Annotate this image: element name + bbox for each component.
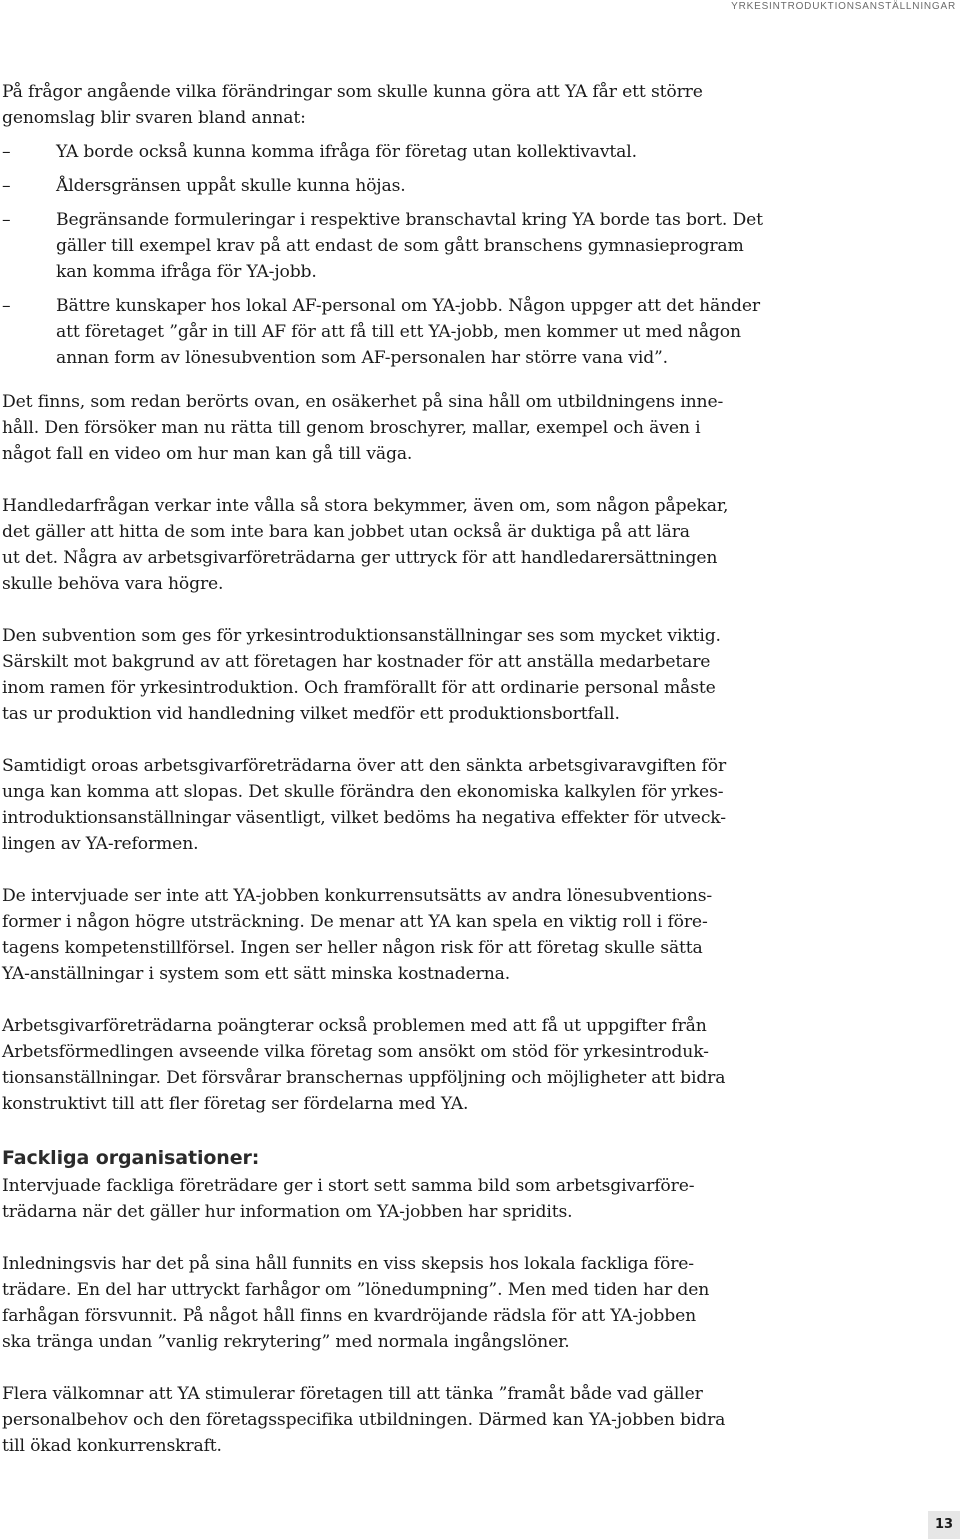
text-line: personalbehov och den företagsspecifika utbildningen. Därmed kan YA-jobben bidra [2, 1410, 726, 1430]
text-line: De intervjuade ser inte att YA-jobben konkurrensutsätts av andra lönesubventions- [2, 886, 713, 906]
text-line: Inledningsvis har det på sina håll funnits en viss skepsis hos lokala fackliga före- [2, 1254, 694, 1274]
list-item [2, 207, 763, 285]
body-paragraph [2, 493, 732, 597]
text-line: unga kan komma att slopas. Det skulle förändra den ekonomiska kalkylen för yrkes- [2, 782, 724, 802]
body-paragraph [2, 1173, 732, 1225]
text-line: Särskilt mot bakgrund av att företagen har kostnader för att anställa medarbetare [2, 652, 711, 672]
running-header: YRKESINTRODUKTIONSANSTÄLLNINGAR [731, 1, 956, 12]
body-paragraph [2, 623, 732, 727]
text-line: trädare. En del har uttryckt farhågor om ”lönedumpning”. Men med tiden har den [2, 1280, 710, 1300]
text-line: gäller till exempel krav på att endast de som gått branschens gymnasieprogram [56, 236, 744, 256]
page-body [2, 79, 763, 1485]
text-line: det gäller att hitta de som inte bara kan jobbet utan också är duktiga på att lära [2, 522, 690, 542]
list-item [2, 139, 732, 165]
text-line: något fall en video om hur man kan gå till väga. [2, 444, 413, 464]
text-line: Intervjuade fackliga företrädare ger i stort sett samma bild som arbetsgivarföre- [2, 1176, 695, 1196]
body-paragraph [2, 753, 732, 857]
body-paragraph [2, 1381, 732, 1459]
text-line: Arbetsförmedlingen avseende vilka företag som ansökt om stöd för yrkesintroduk- [2, 1042, 709, 1062]
text-line: ska tränga undan ”vanlig rekrytering” med normala ingångslöner. [2, 1332, 570, 1352]
text-line: till ökad konkurrenskraft. [2, 1436, 222, 1456]
text-line: Flera välkomnar att YA stimulerar företagen till att tänka ”framåt både vad gäller [2, 1384, 703, 1404]
suggestion-list [2, 139, 763, 371]
intro-paragraph [2, 79, 732, 131]
body-paragraph [2, 883, 732, 987]
section-heading: Fackliga organisationer: [2, 1147, 260, 1169]
text-line: Begränsande formuleringar i respektive branschavtal kring YA borde tas bort. Det [56, 210, 763, 230]
text-line: konstruktivt till att fler företag ser fördelarna med YA. [2, 1094, 469, 1114]
text-line: Åldersgränsen uppåt skulle kunna höjas. [56, 176, 406, 196]
text-line: tagens kompetenstillförsel. Ingen ser heller någon risk för att företag skulle sätta [2, 938, 703, 958]
text-line: Bättre kunskaper hos lokal AF-personal om YA-jobb. Någon uppger att det händer [56, 296, 760, 316]
text-line: tionsanställningar. Det försvårar branschernas uppföljning och möjligheter att bidra [2, 1068, 726, 1088]
list-item [2, 173, 732, 199]
text-line: Handledarfrågan verkar inte vålla så stora bekymmer, även om, som någon påpekar, [2, 496, 729, 516]
text-line: På frågor angående vilka förändringar som skulle kunna göra att YA får ett större [2, 82, 703, 102]
text-line: Arbetsgivarföreträdarna poängterar också problemen med att få ut uppgifter från [2, 1016, 707, 1036]
body-paragraph [2, 1013, 732, 1117]
dash-bullet: – [2, 142, 11, 162]
body-paragraph [2, 389, 732, 467]
text-line: YA-anställningar i system som ett sätt minska kostnaderna. [2, 964, 511, 984]
text-line: skulle behöva vara högre. [2, 574, 224, 594]
text-line: YA borde också kunna komma ifråga för företag utan kollektivavtal. [56, 142, 637, 162]
text-line: tas ur produktion vid handledning vilket medför ett produktionsbortfall. [2, 704, 620, 724]
text-line: Samtidigt oroas arbetsgivarföreträdarna över att den sänkta arbetsgivaravgiften för [2, 756, 727, 776]
text-line: kan komma ifråga för YA-jobb. [56, 262, 317, 282]
text-line: håll. Den försöker man nu rätta till genom broschyrer, mallar, exempel och även i [2, 418, 701, 438]
text-line: farhågan försvunnit. På något håll finns en kvardröjande rädsla för att YA-jobben [2, 1306, 697, 1326]
body-paragraph [2, 1251, 732, 1355]
dash-bullet: – [2, 210, 11, 230]
text-line: former i någon högre utsträckning. De menar att YA kan spela en viktig roll i före- [2, 912, 708, 932]
text-line: ut det. Några av arbetsgivarföreträdarna ger uttryck för att handledarersättningen [2, 548, 718, 568]
text-line: lingen av YA-reformen. [2, 834, 199, 854]
text-line: inom ramen för yrkesintroduktion. Och framförallt för att ordinarie personal måste [2, 678, 716, 698]
text-line: annan form av lönesubvention som AF-personalen har större vana vid”. [56, 348, 668, 368]
text-line: Det finns, som redan berörts ovan, en osäkerhet på sina håll om utbildningens inne- [2, 392, 724, 412]
list-item [2, 293, 760, 371]
text-line: genomslag blir svaren bland annat: [2, 108, 306, 128]
dash-bullet: – [2, 296, 11, 316]
text-line: att företaget ”går in till AF för att få till ett YA-jobb, men kommer ut med någon [56, 322, 741, 342]
page-number: 13 [928, 1511, 960, 1539]
text-line: trädarna när det gäller hur information om YA-jobben har spridits. [2, 1202, 573, 1222]
text-line: Den subvention som ges för yrkesintroduktionsanställningar ses som mycket viktig. [2, 626, 721, 646]
dash-bullet: – [2, 176, 11, 196]
text-line: introduktionsanställningar väsentligt, vilket bedöms ha negativa effekter för utveck- [2, 808, 726, 828]
